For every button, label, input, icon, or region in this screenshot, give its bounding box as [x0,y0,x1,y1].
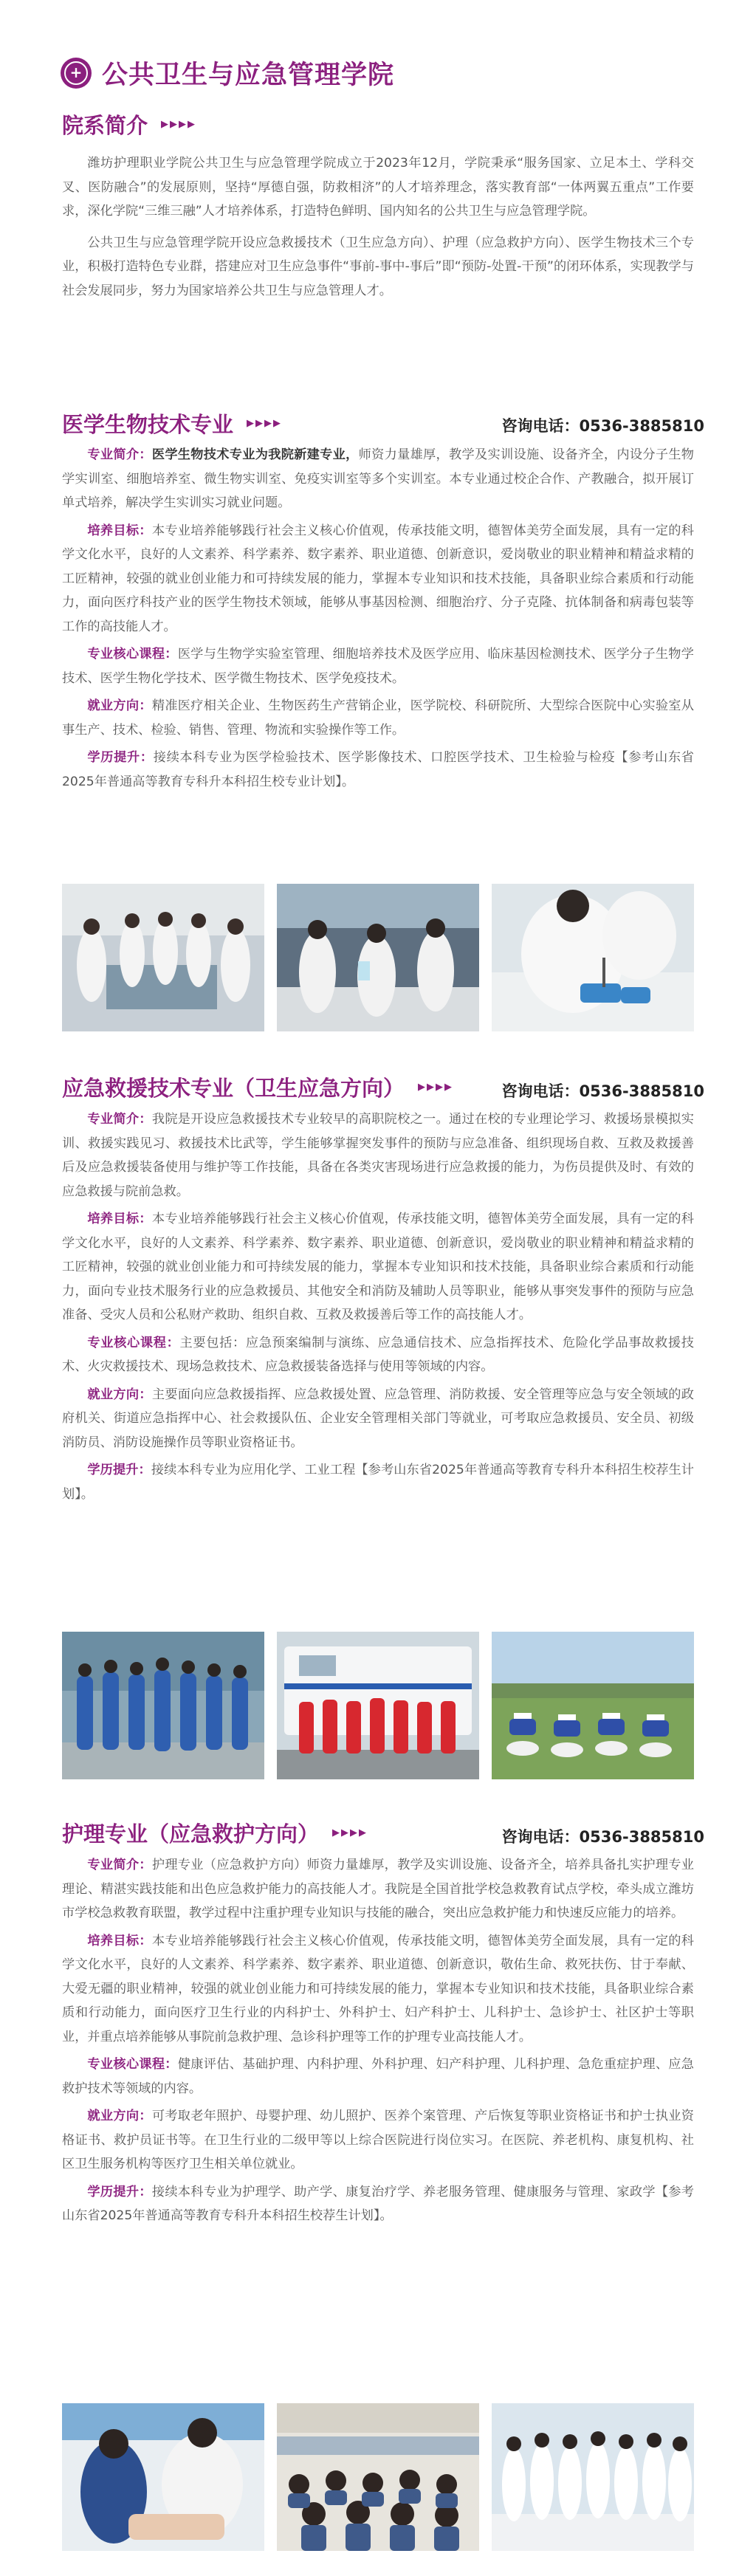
major-heading [62,1818,368,1848]
item-label: 培养目标： [87,1212,152,1226]
item-label: 学历提升： [87,1463,151,1477]
consult-phone: 咨询电话：0536-3885810 [501,417,704,435]
major-item [62,642,694,690]
college-name: 公共卫生与应急管理学院 [102,61,395,90]
item-text: 接续本科专业为医学检验技术、医学影像技术、口腔医学技术、卫生检验与检疫【参考山东省2025年普通高等教育专科升本科招生校专业计划】。 [62,750,694,789]
major-body [62,1853,694,2232]
manikin-training-photo [62,2403,264,2551]
major-item [62,1207,694,1328]
item-text: 接续本科专业为应用化学、工业工程【参考山东省2025年普通高等教育专科升本科招生校荐生计划】。 [62,1463,694,1502]
major-item [62,443,694,515]
major-title: 护理专业（应急救护方向） [62,1821,320,1847]
intro-text [62,151,694,303]
item-label: 培养目标： [87,523,152,538]
item-label: 学历提升： [87,2184,152,2199]
major-item [62,1107,694,1203]
item-text: 师资力量雄厚，教学及实训设施、设备齐全，内设分子生物学实训室、细胞培养室、微生物实训室、免疫实训室等多个实训室。本专业通过校企合作、产教融合，拟开展订单式培养，解决学生实训实习就业问题。 [62,447,694,510]
major-item [62,2104,694,2177]
intro-paragraph: 公共卫生与应急管理学院开设应急救援技术（卫生应急方向）、护理（应急救护方向）、医学生物技术三个专业，积极打造特色专业群，搭建应对卫生应急事件“事前-事中-事后”即“预防-处置-干预”的闭环体系，实现教学与社会发展同步，努力为国家培养公共卫生与应急管理人才。 [62,235,694,298]
item-text: 本专业培养能够践行社会主义核心价值观，传承技能文明，德智体美劳全面发展，具有一定的科学文化水平，良好的人文素养、科学素养、数字素养、职业道德、创新意识，爱岗敬业的职业精神和精益求精的工匠精神，较强的就业创业能力和可持续发展的能力，掌握本专业知识和技术技能，具备职业综合素质和行动能力，面向医疗科技产业的医学生物技术领域，能够从事基因检测、细胞治疗、分子克隆、抗体制备和病毒包装等工作的高技能人才。 [62,523,694,634]
item-label: 学历提升： [87,750,154,765]
item-lead: 医学生物技术专业为我院新建专业， [151,447,359,462]
item-text: 我院是开设应急救援技术专业较早的高职院校之一。通过在校的专业理论学习、救援场景模拟实训、救援实践见习、救援技术比武等，学生能够掌握突发事件的预防与应急准备、组织现场自救、互救及救援善后及应急救援装备使用与维护等工作技能，具备在各类灾害现场进行应急救援的能力，为伤员提供及时、有效的应急救援与院前急救。 [62,1112,694,1199]
item-text: 接续本科专业为护理学、助产学、康复治疗学、养老服务管理、健康服务与管理、家政学【参考山东省2025年普通高等教育专科升本科招生校荐生计划】。 [62,2184,694,2223]
item-text: 主要面向应急救援指挥、应急救援处置、应急管理、消防救援、安全管理等应急与安全领域的政府机关、街道应急指挥中心、社会救援队伍、企业安全管理相关部门等就业，可考取应急救援员、安全员、初级消防员、消防设施操作员等职业资格证书。 [62,1387,694,1450]
major-item [62,746,694,794]
major-item [62,519,694,639]
major-body [62,1107,694,1510]
item-label: 就业方向： [87,698,152,713]
college-logo-icon [61,58,92,89]
consult-phone: 咨询电话：0536-3885810 [501,1082,704,1100]
intro-title: 院系简介 [62,113,148,138]
item-text: 主要包括：应急预案编制与演练、应急通信技术、应急指挥技术、危险化学品事故救援技术、火灾救援技术、现场急救技术、应急救援装备选择与使用等领域的内容。 [62,1335,694,1374]
item-label: 专业核心课程： [87,2057,178,2072]
major-body [62,443,694,797]
item-label: 专业简介： [87,1112,152,1127]
lab-students-photo [277,884,479,1031]
major-item [62,2053,694,2101]
consult-phone: 咨询电话：0536-3885810 [501,1828,704,1846]
photo-row [62,2403,694,2551]
major-item [62,694,694,742]
item-text: 护理专业（应急救护方向）师资力量雄厚，教学及实训设施、设备齐全，培养具备扎实护理专业理论、精湛实践技能和出色应急救护能力的高技能人才。我院是全国首批学校急救教育试点学校，牵头成立潍坊市学校急救教育联盟，教学过程中注重护理专业知识与技能的融合，突出应急救护能力和快速反应能力的培养。 [62,1858,694,1920]
nurses-group-photo [492,2403,694,2551]
arrows-icon: ▶▶▶▶ [247,418,283,429]
ambulance-team-photo [277,1632,479,1779]
item-text: 精准医疗相关企业、生物医药生产营销企业，医学院校、科研院所、大型综合医院中心实验室从事生产、技术、检验、销售、管理、物流和实验操作等工作。 [62,698,694,738]
item-text: 可考取老年照护、母婴护理、幼儿照护、医养个案管理、产后恢复等职业资格证书和护士执业资格证书、救护员证书等。在卫生行业的二级甲等以上综合医院进行岗位实习。在医院、养老机构、康复机构、社区卫生服务机构等医疗卫生相关单位就业。 [62,2109,694,2171]
arrows-icon: ▶▶▶▶ [332,1827,368,1838]
pipetting-photo [492,884,694,1031]
major-heading [62,1072,453,1102]
item-label: 专业简介： [87,1858,152,1872]
major-title: 应急救援技术专业（卫生应急方向） [62,1076,405,1101]
major-item [62,1853,694,1926]
photo-row [62,884,694,1031]
item-label: 专业核心课程： [87,647,178,662]
item-text: 本专业培养能够践行社会主义核心价值观，传承技能文明，德智体美劳全面发展，具有一定的科学文化水平，良好的人文素养、科学素养、数字素养、职业道德、创新意识，爱岗敬业的职业精神和精益求精的工匠精神，较强的就业创业能力和可持续发展的能力，掌握本专业知识和技术技能，具备职业综合素质和行动能力，面向专业技术服务行业的应急救援员、其他安全和消防及辅助人员等职业，能够从事突发事件的预防与应急准备、受灾人员和公私财产救助、组织自救、互救及救援善后等工作的高技能人才。 [62,1212,694,1322]
major-item [62,1331,694,1379]
rescue-drill-photo [62,1632,264,1779]
arrows-icon: ▶▶▶▶ [161,119,197,130]
lab-teaching-photo [62,884,264,1031]
item-label: 培养目标： [87,1933,152,1948]
major-item [62,1383,694,1455]
item-text: 健康评估、基础护理、内科护理、外科护理、妇产科护理、儿科护理、急危重症护理、应急救护技术等领域的内容。 [62,2057,694,2096]
item-text: 本专业培养能够践行社会主义核心价值观，传承技能文明，德智体美劳全面发展，具有一定的科学文化水平，良好的人文素养、科学素养、数字素养、职业道德、创新意识，敬佑生命、救死扶伤、甘于奉献、大爱无疆的职业精神，较强的就业创业能力和可持续发展的能力，掌握本专业知识和技术技能，具备职业综合素质和行动能力，面向医疗卫生行业的内科护士、外科护士、妇产科护士、儿科护士、急诊护士、社区护士等职业，并重点培养能够从事院前急救护理、急诊科护理等工作的护理专业高技能人才。 [62,1933,694,2044]
item-label: 专业核心课程： [87,1335,180,1350]
intro-paragraph: 潍坊护理职业学院公共卫生与应急管理学院成立于2023年12月，学院秉承“服务国家、立足本土、学科交叉、医防融合”的发展原则，坚持“厚德自强，防救相济”的人才培养理念，落实教育部“一体两翼五重点”工作要求，深化学院“三维三融”人才培养体系，打造特色鲜明、国内知名的公共卫生与应急管理学院。 [62,156,694,219]
item-text: 医学与生物学实验室管理、细胞培养技术及医学应用、临床基因检测技术、医学分子生物学技术、医学生物化学技术、医学微生物技术、医学免疫技术。 [62,647,694,686]
major-heading [62,408,282,439]
item-label: 就业方向： [87,1387,152,1402]
intro-heading [62,109,196,140]
major-title: 医学生物技术专业 [62,412,234,437]
major-item [62,2180,694,2228]
item-label: 就业方向： [87,2109,152,2123]
major-item [62,1458,694,1506]
classroom-photo [277,2403,479,2551]
major-item [62,1929,694,2050]
arrows-icon: ▶▶▶▶ [418,1082,454,1093]
college-header [61,56,394,90]
field-cpr-photo [492,1632,694,1779]
photo-row [62,1632,694,1779]
item-label: 专业简介： [87,447,152,462]
